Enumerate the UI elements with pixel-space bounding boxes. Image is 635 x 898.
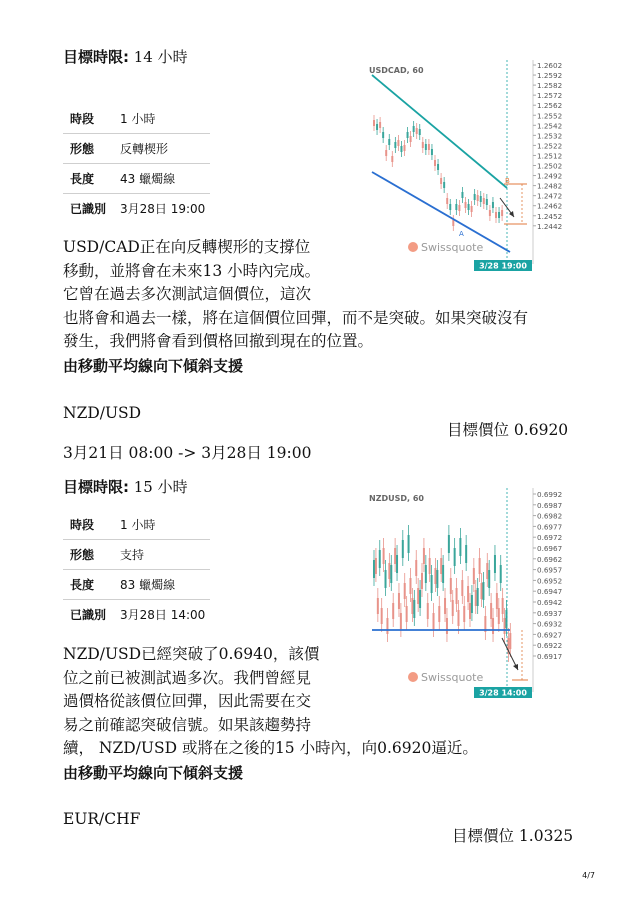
candle-body xyxy=(450,578,452,594)
time-label: 3/28 14:00 xyxy=(479,688,527,698)
candle-body xyxy=(465,545,467,563)
info-value: 反轉楔形 xyxy=(113,134,210,164)
candle-body xyxy=(449,204,451,210)
info-value: 支持 xyxy=(113,540,210,570)
paragraph-line: USD/CAD正在向反轉楔形的支撐位 xyxy=(63,238,311,256)
candle-body xyxy=(440,558,442,574)
axis-tick-label: 1.2512 xyxy=(537,151,563,161)
axis-tick-label: 0.6977 xyxy=(537,522,563,532)
axis-tick-label: 0.6992 xyxy=(537,490,563,499)
analysis-paragraph xyxy=(63,643,478,761)
axis-tick-label: 1.2452 xyxy=(537,211,563,221)
candle-body xyxy=(388,139,390,145)
paragraph-line: 移動，並將會在未來13 小時內完成。 xyxy=(63,261,321,280)
marker-b: B xyxy=(505,177,510,185)
pattern-info-table xyxy=(63,510,210,629)
candle-body xyxy=(475,590,477,606)
candle-body xyxy=(397,140,399,146)
axis-tick-label: 1.2602 xyxy=(537,61,563,70)
target-time-label: 目標時限: xyxy=(63,48,129,66)
candle-body xyxy=(392,603,394,619)
candle-body xyxy=(373,560,375,578)
target-time xyxy=(63,476,188,497)
candle-body xyxy=(379,122,381,128)
candle-body xyxy=(398,593,400,609)
candle-body xyxy=(502,598,504,614)
candle-body xyxy=(419,590,421,608)
paragraph-line: 過價格從該價位回彈，因此需要在交 xyxy=(63,692,312,710)
info-key: 時段 xyxy=(63,510,113,540)
candle-body xyxy=(471,206,473,212)
candle-body xyxy=(381,608,383,624)
candle-body xyxy=(423,548,425,564)
info-key: 長度 xyxy=(63,570,113,600)
candle-body xyxy=(440,178,442,184)
candle-body xyxy=(455,204,457,210)
chart-symbol: USDCAD, 60 xyxy=(369,66,424,75)
axis-tick-label: 1.2542 xyxy=(537,121,563,131)
info-value: 1 小時 xyxy=(113,104,210,134)
candle-body xyxy=(394,142,396,148)
candle-body xyxy=(509,633,511,649)
candle-body xyxy=(479,558,481,574)
candle-body xyxy=(410,136,412,142)
candle-body xyxy=(415,560,417,576)
time-label: 3/28 19:00 xyxy=(479,261,527,271)
candle-body xyxy=(467,586,469,602)
candle-body xyxy=(394,548,396,564)
axis-tick-label: 1.2502 xyxy=(537,161,563,171)
candle-body xyxy=(471,595,473,613)
analysis-paragraph xyxy=(63,236,528,354)
info-key: 已識別 xyxy=(70,202,107,216)
paragraph-line: 發生，我們將會看到價格回撤到現在的位置。 xyxy=(63,332,374,350)
candle-body xyxy=(404,145,406,151)
candle-body xyxy=(454,548,456,566)
price-axis-ticks xyxy=(533,490,562,661)
candle-body xyxy=(436,570,438,588)
pair-name: EUR/CHF xyxy=(63,810,141,828)
paragraph-line: NZD/USD已經突破了0.6940，該價 xyxy=(63,645,320,663)
candle-body xyxy=(444,598,446,614)
candle-body xyxy=(417,588,419,604)
candle-body xyxy=(379,550,381,568)
info-value: 43 蠟燭線 xyxy=(113,164,210,194)
info-value: 3月28日 19:00 xyxy=(120,202,206,216)
axis-tick-label: 1.2462 xyxy=(537,201,563,211)
pair-name: NZD/USD xyxy=(63,404,142,422)
table-row xyxy=(63,510,210,540)
paragraph-line: 易之前確認突破信號。如果該趨勢持 xyxy=(63,715,312,734)
price-axis-ticks xyxy=(533,61,562,231)
table-row xyxy=(63,104,210,134)
candle-body xyxy=(385,570,387,588)
candle-body xyxy=(421,573,423,589)
target-price: 目標價位 0.6920 xyxy=(447,421,569,439)
axis-tick-label: 1.2532 xyxy=(537,131,563,141)
axis-tick-label: 0.6987 xyxy=(537,500,563,510)
candle-body xyxy=(425,144,427,150)
candle-body xyxy=(419,129,421,135)
axis-tick-label: 0.6932 xyxy=(537,619,563,629)
candle-body xyxy=(448,535,450,553)
candle-body xyxy=(438,606,440,622)
marker-a: A xyxy=(459,230,464,238)
table-row xyxy=(63,164,210,194)
candle-body xyxy=(486,563,488,579)
candle-body xyxy=(400,146,402,152)
candle-body xyxy=(434,568,436,584)
candle-body xyxy=(474,194,476,200)
candle-body xyxy=(459,538,461,556)
candle-body xyxy=(385,150,387,156)
axis-tick-label: 0.6922 xyxy=(537,641,563,651)
candle-body xyxy=(429,558,431,574)
axis-tick-label: 1.2472 xyxy=(537,191,563,201)
candle-body xyxy=(461,580,463,596)
candle-body xyxy=(431,149,433,155)
info-key: 已識別 xyxy=(70,608,107,622)
candle-body xyxy=(406,606,408,622)
target-time-label: 目標時限: xyxy=(63,478,129,496)
axis-tick-label: 0.6962 xyxy=(537,554,563,564)
candle-body xyxy=(442,565,444,583)
target-time xyxy=(63,46,188,67)
candle-body xyxy=(433,613,435,629)
paragraph-line: 位之前已被測試過多次。我們曾經見 xyxy=(63,668,312,687)
candle-body xyxy=(492,202,494,208)
candle-body xyxy=(446,198,448,204)
candle-body xyxy=(402,540,404,558)
paragraph-line: 它曾在過去多次測試這個價位，這次 xyxy=(63,285,312,303)
candle-body xyxy=(396,555,398,573)
info-value: 3月28日 14:00 xyxy=(120,608,206,622)
candle-body xyxy=(498,212,500,218)
candle-body xyxy=(437,164,439,170)
axis-tick-label: 0.6917 xyxy=(537,652,563,661)
candle-body xyxy=(480,196,482,202)
info-value: 1 小時 xyxy=(113,510,210,540)
table-row xyxy=(63,134,210,164)
candle-body xyxy=(468,204,470,210)
brand-watermark: Swissquote xyxy=(421,671,484,684)
candle-body xyxy=(443,182,445,188)
paragraph-line: 續， NZD/USD 或將在之後的15 小時內，向0.6920逼近。 xyxy=(63,739,478,757)
candle-body xyxy=(404,583,406,599)
candle-body xyxy=(413,126,415,132)
candle-body xyxy=(413,600,415,618)
axis-tick-label: 1.2592 xyxy=(537,71,563,81)
candle-body xyxy=(434,160,436,166)
table-row xyxy=(63,570,210,600)
candle-body xyxy=(498,608,500,624)
candle-body xyxy=(465,202,467,208)
candle-body xyxy=(377,598,379,614)
axis-tick-label: 0.6952 xyxy=(537,576,563,586)
candle-body xyxy=(386,618,388,634)
axis-tick-label: 1.2572 xyxy=(537,91,563,101)
candle-body xyxy=(427,603,429,619)
candle-body xyxy=(391,156,393,162)
candle-body xyxy=(376,124,378,130)
candle-body xyxy=(456,588,458,604)
candle-body xyxy=(500,565,502,583)
candle-body xyxy=(383,548,385,564)
axis-tick-label: 0.6967 xyxy=(537,544,563,553)
axis-tick-label: 1.2492 xyxy=(537,171,563,181)
page-number: 4/7 xyxy=(582,871,595,880)
candle-body xyxy=(375,558,377,574)
candle-body xyxy=(407,132,409,138)
candle-body xyxy=(428,144,430,150)
candle-body xyxy=(482,582,484,600)
brand-watermark: Swissquote xyxy=(421,241,484,254)
date-range: 3月21日 08:00 -> 3月28日 19:00 xyxy=(63,444,312,462)
candle-body xyxy=(463,606,465,622)
candle-body xyxy=(446,618,448,634)
axis-tick-label: 1.2552 xyxy=(537,111,563,121)
info-key: 形態 xyxy=(63,134,113,164)
candle-body xyxy=(501,210,503,216)
candle-body xyxy=(452,600,454,616)
support-note: 由移動平均線向下傾斜支援 xyxy=(63,764,244,782)
candle-body xyxy=(486,199,488,205)
candle-body xyxy=(452,220,454,226)
candle-body xyxy=(483,198,485,204)
axis-tick-label: 1.2562 xyxy=(537,101,563,111)
support-note: 由移動平均線向下傾斜支援 xyxy=(63,357,244,375)
axis-tick-label: 0.6972 xyxy=(537,533,563,543)
candle-body xyxy=(390,565,392,583)
table-row xyxy=(63,600,210,630)
table-row xyxy=(63,194,210,224)
candle-body xyxy=(422,142,424,148)
candle-body xyxy=(473,568,475,584)
candle-body xyxy=(481,583,483,599)
target-time-value: 14 小時 xyxy=(129,48,188,66)
axis-tick-label: 0.6957 xyxy=(537,565,563,575)
axis-tick-label: 0.6937 xyxy=(537,608,563,618)
candle-body xyxy=(408,535,410,553)
candle-body xyxy=(457,610,459,626)
info-key: 時段 xyxy=(63,104,113,134)
candle-body xyxy=(425,565,427,583)
candle-body xyxy=(494,555,496,573)
candle-body xyxy=(495,212,497,218)
axis-tick-label: 1.2582 xyxy=(537,81,563,91)
info-key: 長度 xyxy=(63,164,113,194)
candle-body xyxy=(461,192,463,198)
target-price: 目標價位 1.0325 xyxy=(452,827,574,845)
candle-body xyxy=(489,210,491,216)
candle-body xyxy=(411,598,413,614)
axis-tick-label: 0.6927 xyxy=(537,630,563,640)
candle-body xyxy=(488,570,490,588)
candle-body xyxy=(504,618,506,634)
candle-body xyxy=(409,578,411,594)
candle-body xyxy=(382,132,384,138)
candle-body xyxy=(458,205,460,211)
paragraph-line: 也將會和過去一樣，將在這個價位回彈，而不是突破。如果突破沒有 xyxy=(63,308,529,327)
info-key: 形態 xyxy=(63,540,113,570)
candle-body xyxy=(496,593,498,609)
axis-tick-label: 0.6942 xyxy=(537,598,563,607)
axis-tick-label: 0.6947 xyxy=(537,587,563,597)
candle-body xyxy=(490,603,492,619)
target-time-value: 15 小時 xyxy=(129,478,188,496)
chart-symbol: NZDUSD, 60 xyxy=(369,494,424,503)
axis-tick-label: 0.6982 xyxy=(537,511,563,521)
candle-body xyxy=(416,128,418,134)
axis-tick-label: 1.2482 xyxy=(537,181,563,191)
candle-body xyxy=(469,603,471,619)
axis-tick-label: 1.2522 xyxy=(537,141,563,151)
candle-body xyxy=(400,613,402,629)
candle-body xyxy=(373,120,375,126)
candle-body xyxy=(492,618,494,634)
candle-body xyxy=(477,588,479,606)
pattern-info-table xyxy=(63,104,210,223)
candle-body xyxy=(477,195,479,201)
table-row xyxy=(63,540,210,570)
candle-body xyxy=(388,563,390,579)
candle-body xyxy=(431,575,433,593)
axis-tick-label: 1.2442 xyxy=(537,221,563,231)
info-value: 83 蠟燭線 xyxy=(113,570,210,600)
